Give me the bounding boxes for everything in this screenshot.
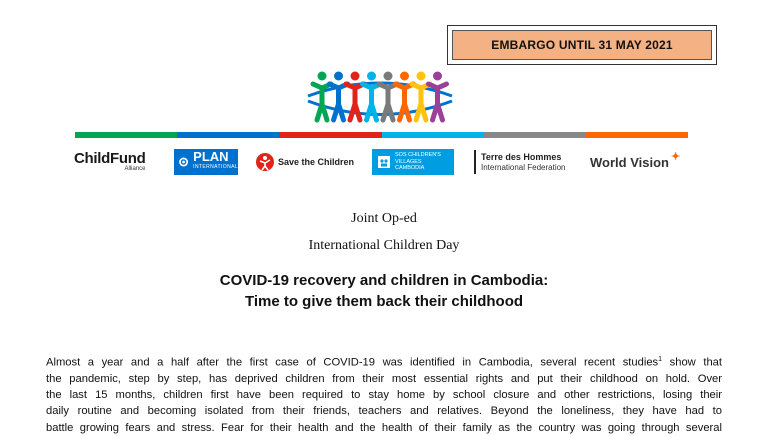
world-vision-name: World Vision (590, 154, 669, 170)
childfund-sub: Alliance (124, 166, 146, 172)
emblem-child-head (351, 72, 360, 81)
sos-line1: SOS CHILDREN'S (395, 152, 441, 159)
color-bar-segment (382, 132, 484, 138)
body-line-3: the last 15 months, children first have been required to stay home by school closure and other restrictions, losing their (46, 389, 722, 402)
emblem-child-head (367, 72, 376, 81)
body-paragraph (46, 352, 722, 436)
color-bar-segment (279, 132, 381, 138)
tdh-line2: International Federation (481, 162, 566, 172)
color-bar-segment (177, 132, 279, 138)
world-vision-star-icon: ✦ (670, 150, 681, 163)
title-line-1: COVID-19 recovery and children in Cambodia: (219, 272, 549, 289)
childfund-logo[interactable] (74, 146, 145, 178)
body-line-1a: Almost a year and a half after the first case of COVID-19 was identified in Cambodia, several recent studies (46, 356, 659, 369)
emblem-child-head (384, 72, 393, 81)
color-bar (75, 132, 688, 138)
emblem-child-head (417, 72, 426, 81)
partner-logos (70, 146, 700, 178)
save-the-children-logo[interactable] (256, 146, 354, 178)
emblem-child-head (400, 72, 409, 81)
body-line-2: the pandemic, step by step, has deprived children from their most essential rights and put their childhood on hold. Over (46, 372, 722, 385)
plan-word: PLAN (193, 149, 229, 164)
plan-globe-icon (178, 152, 189, 172)
childfund-name: ChildFund (74, 150, 146, 167)
body-line-1b: show that (662, 356, 722, 369)
body-line-5: battle growing fears and stress. Fear for their health and the health of their family as the country was going through several (46, 421, 722, 434)
sos-house-icon (377, 155, 391, 169)
terre-des-hommes-logo[interactable] (474, 150, 566, 174)
save-the-children-name: Save the Children (278, 157, 355, 167)
title-line-2: Time to give them back their childhood (244, 293, 524, 310)
body-line-4: daily routine and becoming isolated from their friends, teachers and relatives. Beyond the loneliness, they have had to (46, 405, 722, 418)
emblem-child-head (318, 72, 327, 81)
color-bar-segment (75, 132, 177, 138)
sos-logo[interactable] (372, 149, 454, 175)
body-line-1 (46, 352, 722, 371)
tdh-line1: Terre des Hommes (481, 151, 562, 162)
plan-logo[interactable] (174, 149, 238, 175)
op-ed-label: Joint Op-ed (351, 211, 417, 226)
save-the-children-figure-icon (256, 152, 274, 172)
children-holding-hands-icon (300, 66, 460, 126)
color-bar-segment (484, 132, 586, 138)
sos-line2: VILLAGES (395, 158, 422, 165)
plan-sub: INTERNATIONAL (193, 164, 238, 170)
embargo-box (447, 25, 717, 65)
color-bar-segment (586, 132, 688, 138)
world-vision-logo[interactable] (590, 146, 680, 178)
emblem-child-head (334, 72, 343, 81)
occasion-label: International Children Day (308, 238, 460, 253)
emblem-child-head (433, 72, 442, 81)
embargo-label: EMBARGO UNTIL 31 MAY 2021 (452, 30, 712, 60)
sos-line3: CAMBODIA (395, 165, 425, 172)
footnote-ref[interactable]: 1 (658, 356, 663, 363)
